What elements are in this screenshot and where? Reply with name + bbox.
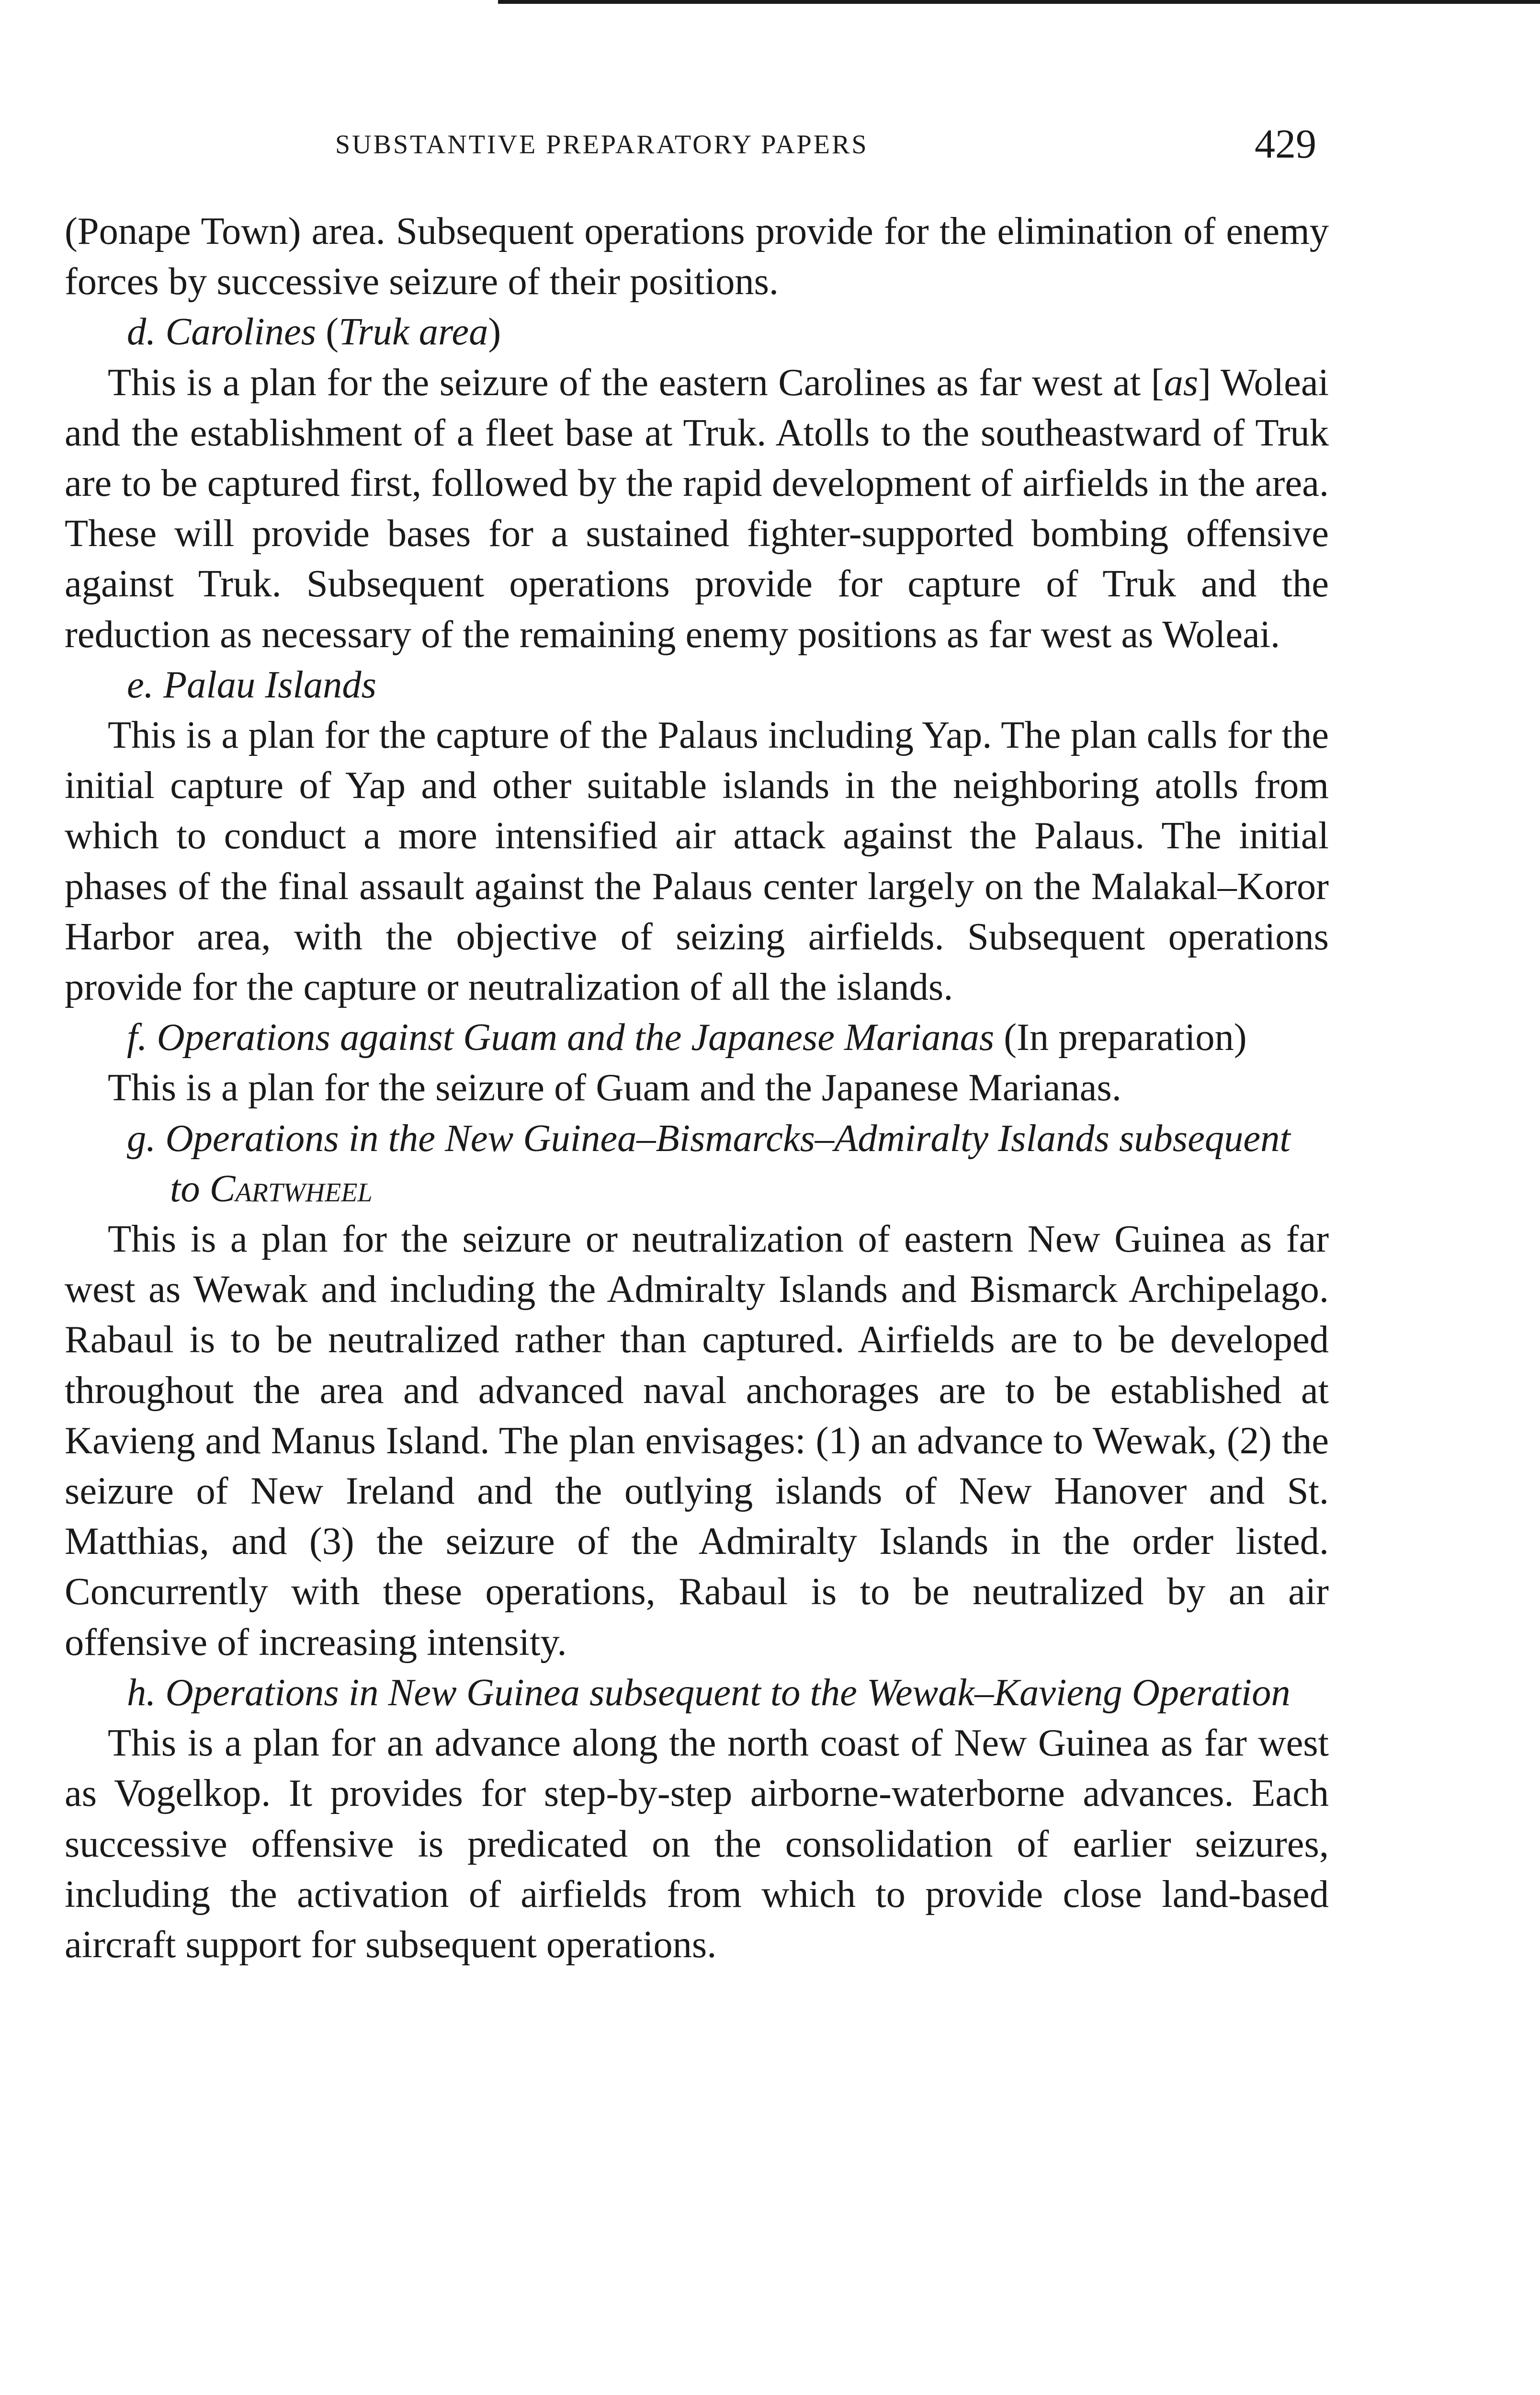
section-title-g-smallcaps: Cartwheel: [209, 1167, 373, 1210]
section-heading-h: [65, 1667, 1329, 1718]
section-note-f: (In preparation): [1004, 1016, 1247, 1059]
section-subtitle-close: ): [488, 310, 501, 354]
section-title-g: Operations in the New Guinea–Bismarcks–Admiralty Islands subsequent to: [165, 1117, 1291, 1210]
paragraph-d: [65, 357, 1329, 660]
section-title-h: Operations in New Guinea subsequent to the Wewak–Kavieng Operation: [165, 1671, 1291, 1714]
paragraph-intro-continued: (Ponape Town) area. Subsequent operations provide for the elimination of enemy forces by successive seizure of their positions.: [65, 210, 1329, 303]
section-heading-f: [65, 1012, 1329, 1062]
editorial-insertion-as: as: [1164, 361, 1199, 404]
section-title-f: Operations against Guam and the Japanese Marianas: [157, 1016, 995, 1059]
paragraph-g: This is a plan for the seizure or neutralization of eastern New Guinea as far west as Wewak and including the Admiralty Islands and Bismarck Archipelago. Rabaul is to be neutralized rather than captured. Airfields are to be developed throughout the area and advanced naval anchorages are to be established at Kavieng and Manus Island. The plan envisages: (1) an advance to Wewak, (2) the seizure of New Ireland and the outlying islands of New Hanover and St. Matthias, and (3) the seizure of the Admiralty Islands in the order listed. Concurrently with these operations, Rabaul is to be neutralized by an air offensive of increasing intensity.: [65, 1218, 1329, 1664]
section-title-d: Carolines: [165, 310, 317, 354]
paragraph-d-part-1: This is a plan for the seizure of the eastern Carolines as far west at [: [108, 361, 1164, 404]
paragraph-h: This is a plan for an advance along the north coast of New Guinea as far west as Vogelkop. It provides for step-by-step airborne-waterborne advances. Each successive offensive is predicated on the consolidation of earlier seizures, including the activation of airfields from which to provide close land-based aircraft support for subsequent operations.: [65, 1722, 1329, 1966]
section-subtitle-open: (: [326, 310, 339, 354]
section-heading-e: [65, 660, 1329, 710]
section-heading-g: [65, 1113, 1329, 1214]
top-rule: [498, 0, 1540, 4]
section-heading-d: [65, 307, 1329, 357]
section-letter-h: h.: [127, 1671, 156, 1714]
running-title: SUBSTANTIVE PREPARATORY PAPERS: [335, 130, 869, 160]
section-letter-g: g.: [127, 1117, 156, 1160]
section-letter-e: e.: [127, 663, 154, 706]
paragraph-d-part-2: ] Woleai and the establishment of a fleet base at Truk. Atolls to the southeastward of Truk are to be captured first, followed by the rapid development of airfields in the area. These will provide bases for a sustained fighter-supported bombing offensive against Truk. Subsequent operations provide for capture of Truk and the reduction as necessary of the remaining enemy positions as far west as Woleai.: [65, 361, 1329, 656]
page-number: 429: [1255, 121, 1316, 167]
paragraph-f: This is a plan for the seizure of Guam and the Japanese Marianas.: [108, 1066, 1121, 1109]
section-letter-d: d.: [127, 310, 156, 354]
section-subtitle-d: Truk area: [339, 310, 488, 354]
section-letter-f: f.: [127, 1016, 147, 1059]
running-head: [0, 120, 1540, 177]
section-title-e: Palau Islands: [163, 663, 376, 706]
text-body: [65, 206, 1329, 1970]
paragraph-e: This is a plan for the capture of the Palaus including Yap. The plan calls for the initial capture of Yap and other suitable islands in the neighboring atolls from which to conduct a more intensified air attack against the Palaus. The initial phases of the final assault against the Palaus center largely on the Malakal–Koror Harbor area, with the objective of seizing airfields. Subsequent operations provide for the capture or neutralization of all the islands.: [65, 714, 1329, 1009]
